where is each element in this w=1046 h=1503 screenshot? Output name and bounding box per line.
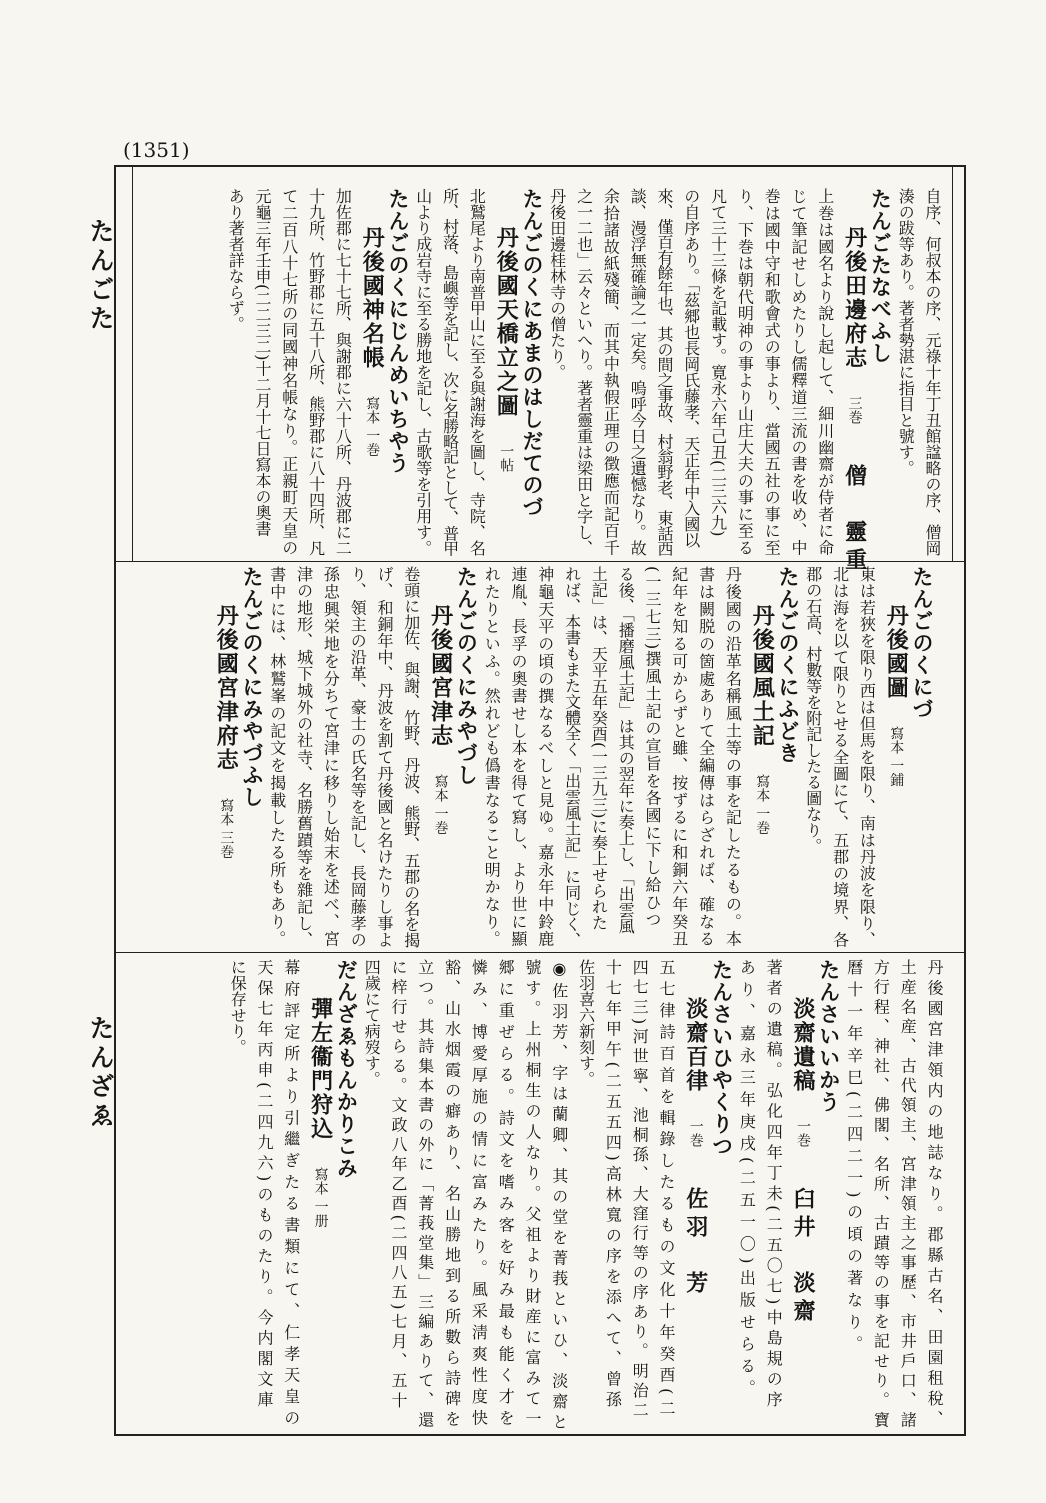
text-column: 佐羽喜六新刻す。 [576, 959, 596, 1087]
text-column: あり、嘉永三年庚戌(二五一〇)出版せらる。 [737, 959, 757, 1402]
entry-heading: たんごのくにあまのはしだてのづ [520, 188, 545, 518]
entry-title [213, 566, 240, 986]
volume-note: 一帖 [498, 444, 515, 472]
text-column: れたりといふ。然れども僞書なること明かなり。 [482, 566, 502, 948]
text-column: 曆十一年辛巳(二四二一)の頃の著なり。 [844, 959, 864, 1358]
volume-note: 一巻 [687, 1119, 704, 1147]
text-column: 北鷲尾より南普甲山に至る與謝海を圖し、寺院、名 [467, 188, 487, 556]
text-column: り、領主の沿革、豪士の氏名等を記し、長岡藤孝の [348, 566, 368, 948]
text-column: 來、僅百有餘年也、其の間之事故、村翁野老、東話西 [655, 188, 674, 557]
text-column: 郡の石高、村數等を附記したる圖なり。 [803, 566, 823, 854]
side-label-upper: たんごた [86, 218, 115, 334]
text-column: 丹後田邊桂林寺の僧たり。 [547, 188, 567, 380]
entry-title [749, 566, 776, 986]
text-column: に保存せり。 [228, 959, 248, 1055]
text-column: 所、村落、島嶼等を記し、次に名勝略記として、普甲 [440, 188, 460, 557]
volume-note: 寫本 三巻 [218, 798, 235, 859]
inner-rule [952, 165, 953, 561]
inner-rule [132, 165, 133, 561]
entry-heading: たんさいひやくりつ [709, 959, 735, 1157]
side-label-lower: たんざゑ [86, 1015, 115, 1131]
text-column: 凡て三十三條を記載す。寛永六年己丑(二三六九) [708, 188, 728, 537]
text-column: り、下巻は朝代明神の事より山庄大夫の事に至る [735, 188, 755, 556]
text-column: て二百八十七所の同國神名帳なり。正親町天皇の [279, 188, 299, 556]
entry-title [883, 566, 910, 986]
volume-note: 三巻 [846, 396, 863, 424]
text-column: 湊の跋等あり。著者勢湛に指目と號す。 [896, 188, 916, 476]
title-text: 丹後國圖 [883, 604, 910, 700]
band-divider [114, 952, 966, 953]
entry-title [493, 188, 520, 594]
text-column: 丹後國宮津領内の地誌なり。郡縣古名、田園租稅、 [925, 959, 944, 1431]
page-number: (1351) [123, 138, 190, 162]
entry-heading: たんごのくにみやづふし [240, 566, 265, 808]
title-text: 丹後國風土記 [749, 604, 776, 748]
text-column: の自序あり。「茲郷也長岡氏藤孝、天正年中入國以 [681, 188, 701, 548]
text-column: に梓行せらる。文政八年乙酉(二四八五)七月、五十 [389, 959, 408, 1412]
text-column: 談、漫浮無確論之一定矣。嗚呼今日之遺憾なり。故 [628, 188, 648, 556]
text-column: 書は闕脱の箇處ありて全編傳はらざれば、確なる [696, 566, 716, 948]
volume-note: 寫本 一巻 [364, 396, 381, 457]
text-column: 神龜天平の頃の撰なるべしと見ゆ。嘉永年中鈴鹿 [535, 566, 555, 948]
entry-heading: たんごたなべふし [868, 188, 894, 364]
text-column: 巻は國中守和歌會式の事より、當國五社の事に至 [762, 188, 782, 556]
text-column: あり著者詳ならず。 [226, 188, 246, 332]
title-text: 彈左衞門狩込 [307, 997, 334, 1141]
band-divider [114, 561, 966, 562]
title-text: 丹後國宮津府志 [213, 604, 240, 772]
text-column: 郷に重ぜらる。詩文を嗜み客を好み最も能く才を [496, 959, 516, 1431]
text-column: 之一二也」云々といへり。著者靈重は梁田と字し、 [574, 188, 594, 556]
entry-heading: だんざゑもんかりこみ [334, 959, 360, 1179]
text-column: 土記」は、天平五年癸酉(一三九三)に奏上せられた [589, 566, 609, 931]
entry-title [792, 959, 814, 1469]
volume-note: 一巻 [795, 1119, 811, 1147]
entry-title [359, 188, 386, 594]
text-column: 四歲にて病歿す。 [362, 959, 382, 1087]
text-column: 著者の遺稿。弘化四年丁未(二五〇七)中島規の序 [764, 959, 784, 1412]
text-column: 立つ。其詩集本書の外に「菁莪堂集」三編ありて、還 [415, 959, 435, 1431]
text-column: 自序、何叔本の序、元祿十年丁丑館諡略の序、僧岡 [923, 188, 942, 556]
text-column: 方行程、神社、佛閣、名所、古蹟等の事を記せり。寶 [871, 959, 891, 1431]
text-column: (一三七三)撰風土記の宣旨を各國に下し給ひつ [643, 566, 662, 929]
text-column: 土産名産、古代領主、宮津領主之事歷、市井戶口、諸 [898, 959, 918, 1431]
author-name: 佐羽 芳 [682, 1187, 709, 1299]
volume-note: 寫本 一巻 [432, 774, 449, 835]
text-column: 元龜三年壬申(二二三二)十二月十七日寫本の奧書 [253, 188, 272, 537]
text-column: 憐み、博愛厚施の情に富みたり。風采淸爽性度快 [469, 959, 489, 1431]
text-column: 十七年甲午(二五五四)高林寬の序を添へて、曾孫 [603, 959, 623, 1412]
text-column: 山より成岩寺に至る勝地を記し、古歌等を引用す。 [413, 188, 433, 556]
entry-heading: たんごのくにづ [910, 566, 935, 720]
entry-heading: たんごのくにじんめいちやう [386, 188, 411, 474]
text-column: 孫忠興栄地を分ちて宮津に移りし始末を述べ、宮 [321, 566, 341, 948]
entry-title [682, 959, 709, 1469]
text-column: 書中には、林鷲峯の記文を揭載したる所もあり。 [267, 566, 287, 948]
entry-title [841, 188, 868, 594]
band-lower [128, 959, 950, 1434]
text-column: 五七律詩百首を輯錄したるもの文化十年癸酉(二 [657, 959, 676, 1422]
text-column: 北は海を以て限りとせる全圖にて、五郡の境界、各 [830, 566, 850, 948]
title-text: 淡齋百律 [682, 997, 709, 1093]
entry-title [307, 959, 334, 1469]
text-column: 豁、山水烟霞の癖あり、名山勝地到る所數ら詩碑を [442, 959, 462, 1431]
text-column: ◉佐羽芳、字は蘭卿、其の堂を菁莪といひ、淡齋と [549, 959, 569, 1434]
entry-heading: たんさいいかう [816, 959, 842, 1113]
text-column: 天保七年丙申(二四九六)のものたり。今内閣文庫 [255, 959, 274, 1412]
text-column: 連胤、長孚の奧書せし本を得て寫し、より世に顯 [509, 566, 528, 948]
title-text: 丹後國宮津志 [427, 604, 454, 748]
band-upper [140, 188, 948, 576]
text-column: 四七三)河世寧、池桐孫、大窪行等の序あり。明治二 [630, 959, 650, 1422]
text-column: 卷頭に加佐、與謝、竹野、丹波、熊野、五郡の名を揭 [401, 566, 421, 949]
entry-heading: たんごのくにふどき [776, 566, 801, 764]
title-text: 丹後國神名帳 [359, 226, 386, 370]
text-column: じて筆記せしめたりし儒釋道三流の書を收め、中 [789, 188, 808, 556]
volume-note: 寫本 一册 [312, 1167, 329, 1228]
band-middle [128, 566, 936, 948]
author-name: 臼井 淡齋 [790, 1187, 816, 1327]
entry-title [427, 566, 454, 986]
volume-note: 寫本 一巻 [754, 774, 771, 835]
text-column: 幕府評定所より引繼ぎたる書類にて、仁孝天皇の [281, 959, 301, 1431]
text-column: れば、本書もまた文體全く「出雲風土記」に同じく、 [562, 566, 582, 949]
text-column: 十九所、竹野郡に五十八所、熊野郡に八十四所、凡 [306, 188, 326, 556]
volume-note: 寫本 一鋪 [888, 726, 905, 787]
text-column: 紀年を知る可からずと雖、按ずるに和銅六年癸丑 [669, 566, 689, 948]
text-column: 津の地形、城下城外の社寺、名勝舊蹟等を雜記し、 [294, 566, 314, 948]
text-column: げ、和銅年中、丹波を割て丹後國と名けたりし事よ [375, 566, 394, 948]
author-name: 僧 靈重 [841, 464, 868, 576]
text-column: 丹後國の沿革名稱風土等の事を記したるもの。本 [723, 566, 743, 948]
title-text: 丹後國天橋立之圖 [493, 226, 520, 418]
title-text: 淡齋遺稿 [790, 997, 816, 1093]
entry-heading: たんごのくにみやづし [454, 566, 480, 786]
text-column: 上巻は國名より說し起して、細川幽齋が侍者に命 [815, 188, 835, 556]
text-column: 東は若狹を限り西は但馬を限り、南は丹波を限り、 [857, 566, 877, 948]
text-column: る後、「播磨風土記」は其の翌年に奏上し、「出雲風 [616, 566, 636, 934]
title-text: 丹後田邊府志 [841, 226, 868, 370]
text-column: 號す。上州桐生の人なり。父祖より財産に富みて一 [523, 959, 542, 1431]
text-column: 加佐郡に七十七所、與謝郡に六十八所、丹波郡に二 [333, 188, 353, 556]
text-column: 余拾諸故紙殘簡、而其中執假正理の徴應而記百千 [601, 188, 621, 556]
